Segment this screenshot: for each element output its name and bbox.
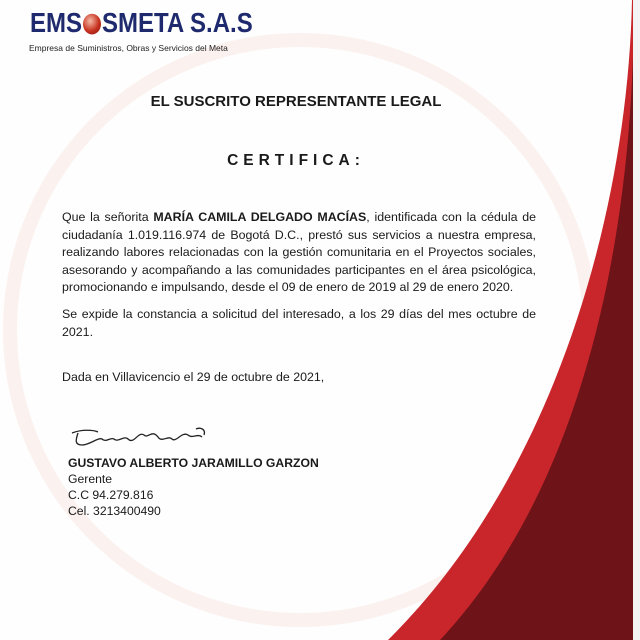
company-logo [30, 8, 253, 40]
globe-icon [83, 14, 101, 35]
handwritten-signature [68, 425, 218, 451]
logo-text-left: EMS [30, 8, 83, 40]
certifies-heading: CERTIFICA: [227, 152, 365, 169]
signer-role: Gerente [68, 472, 113, 486]
paragraph-line: 2021. [62, 324, 94, 339]
text: Que la señorita [62, 210, 154, 224]
document-title: EL SUSCRITO REPRESENTANTE LEGAL [150, 93, 442, 110]
company-tagline: Empresa de Suministros, Obras y Servicios del Meta [29, 43, 228, 53]
paragraph-line: asesorando y acompañando a las comunidades participantes en el área psicológica, [62, 262, 536, 277]
issuance-paragraph [62, 306, 536, 341]
signer-id: C.C 94.279.816 [68, 488, 154, 502]
date-place: Dada en Villavicencio el 29 de octubre de 2021, [62, 370, 325, 384]
paragraph-line: promocionando e impulsando, desde el 09 de enero de 2019 al 29 de enero 2020. [62, 280, 514, 295]
page-edge [633, 0, 640, 640]
paragraph-line [62, 209, 536, 227]
logo-text-right: SMETA S.A.S [102, 8, 253, 40]
paragraph-line: realizando labores relacionadas con la gestión comunitaria en el Proyectos sociales, [62, 245, 536, 260]
text: , identificada con la cédula de [366, 210, 536, 224]
certification-paragraph [62, 209, 536, 297]
paragraph-line: ciudadanía 1.019.116.974 de Bogotá D.C., prestó sus servicios a nuestra empresa, [62, 227, 536, 242]
signer-name: GUSTAVO ALBERTO JARAMILLO GARZON [68, 456, 319, 470]
paragraph-line: Se expide la constancia a solicitud del interesado, a los 29 días del mes octubre de [62, 307, 536, 321]
certified-person-name: MARÍA CAMILA DELGADO MACÍAS [153, 210, 367, 224]
signer-phone: Cel. 3213400490 [68, 504, 161, 518]
